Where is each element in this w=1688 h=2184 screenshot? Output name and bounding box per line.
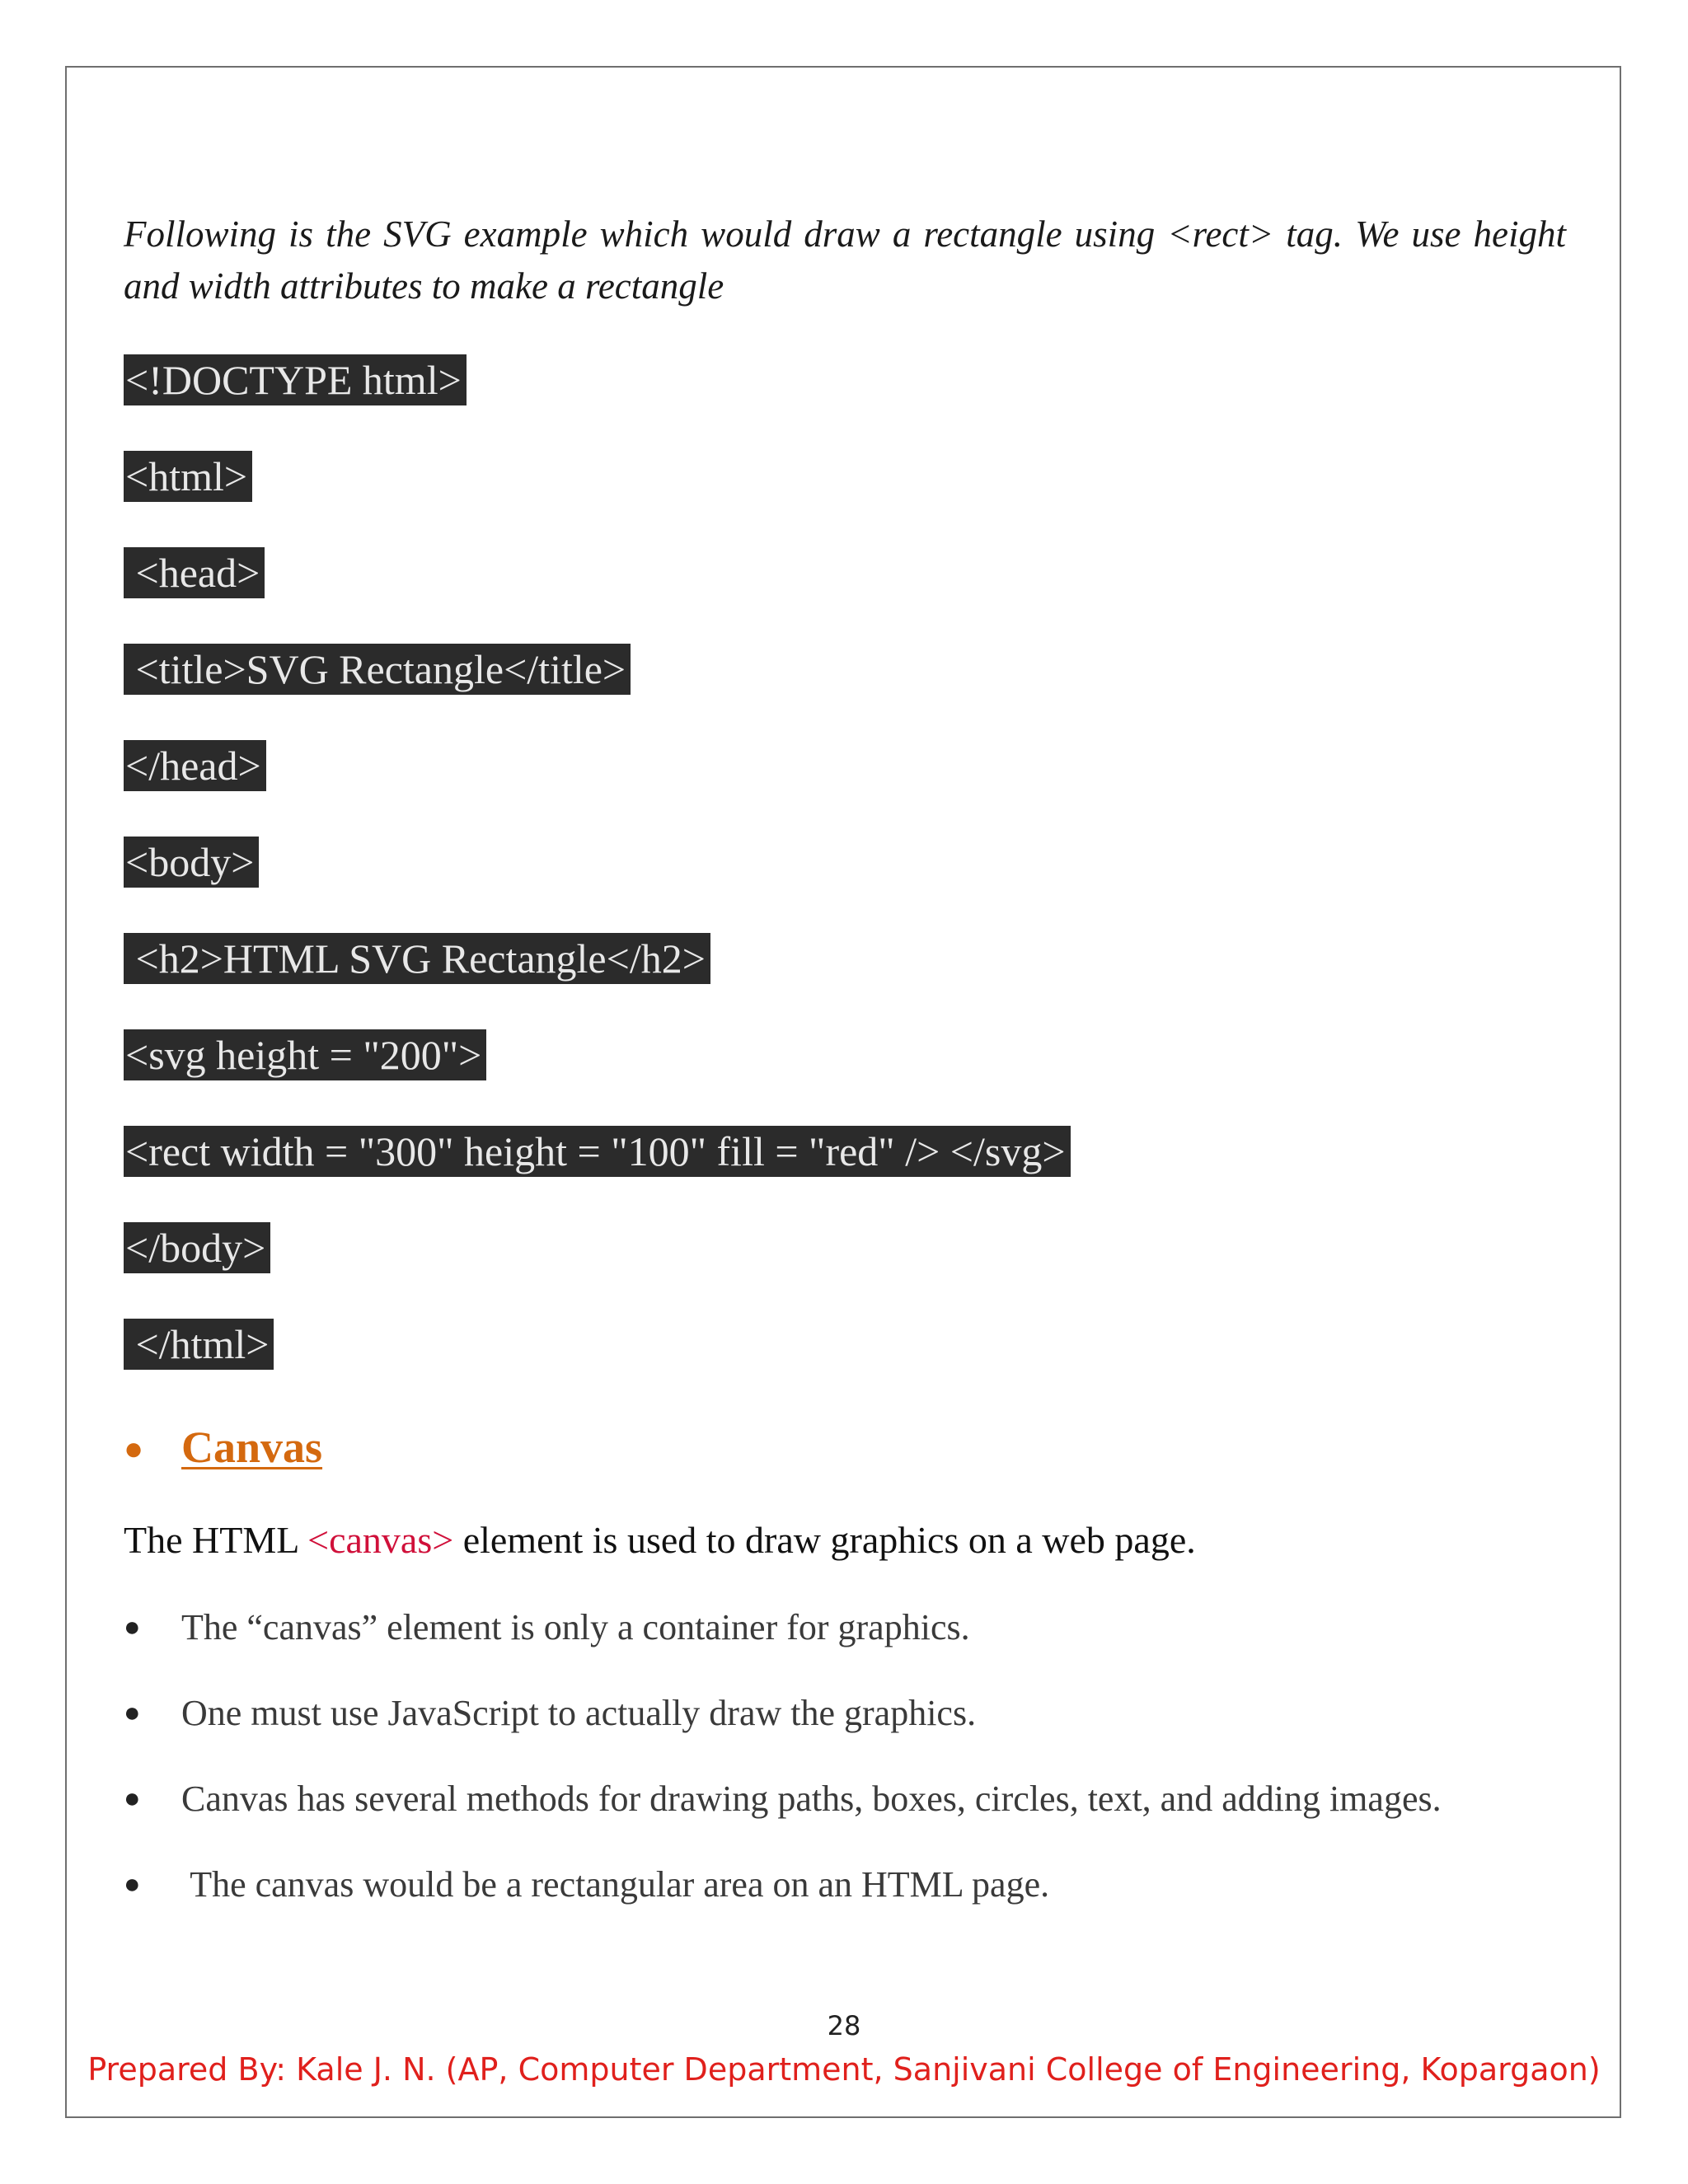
code-line-title: <title>SVG Rectangle</title> bbox=[124, 644, 631, 695]
code-line-body-open: <body> bbox=[124, 837, 259, 888]
canvas-intro-paragraph bbox=[124, 1515, 1196, 1566]
list-item-text: Canvas has several methods for drawing paths, boxes, circles, text, and adding images. bbox=[181, 1779, 1442, 1819]
paragraph-text-before: The HTML bbox=[124, 1519, 308, 1561]
paragraph-text-after: element is used to draw graphics on a web page. bbox=[453, 1519, 1196, 1561]
section-heading-canvas: Canvas bbox=[181, 1422, 323, 1472]
code-line-head-open: <head> bbox=[124, 547, 265, 598]
list-item-text: The “canvas” element is only a container for graphics. bbox=[181, 1607, 970, 1647]
code-line-head-close: </head> bbox=[124, 740, 266, 791]
bullet-dot-icon: ● bbox=[124, 1783, 141, 1814]
page-number: 28 bbox=[827, 2010, 861, 2041]
code-line-body-close: </body> bbox=[124, 1222, 270, 1273]
section-bullet-icon: ● bbox=[124, 1430, 144, 1467]
intro-paragraph: Following is the SVG example which would draw a rectangle using <rect> tag. We use height and width attributes to make a rectangle bbox=[124, 213, 1566, 307]
code-line-rect: <rect width = "300" height = "100" fill = "red" /> </svg> bbox=[124, 1126, 1071, 1177]
code-line-html-close: </html> bbox=[124, 1319, 274, 1370]
bullet-dot-icon: ● bbox=[124, 1869, 141, 1900]
footer-credit: Prepared By: Kale J. N. (AP, Computer Department, Sanjivani College of Engineering, Kopargaon) bbox=[87, 2051, 1601, 2088]
list-item-text: The canvas would be a rectangular area on an HTML page. bbox=[181, 1864, 1050, 1905]
bullet-dot-icon: ● bbox=[124, 1612, 141, 1643]
list-item-text: One must use JavaScript to actually draw the graphics. bbox=[181, 1693, 977, 1733]
canvas-tag-highlight: <canvas> bbox=[307, 1519, 454, 1561]
bullet-dot-icon: ● bbox=[124, 1698, 141, 1728]
code-line-svg-open: <svg height = "200"> bbox=[124, 1029, 486, 1080]
code-line-doctype: <!DOCTYPE html> bbox=[124, 354, 467, 405]
code-line-html-open: <html> bbox=[124, 451, 252, 502]
code-line-h2: <h2>HTML SVG Rectangle</h2> bbox=[124, 933, 710, 984]
